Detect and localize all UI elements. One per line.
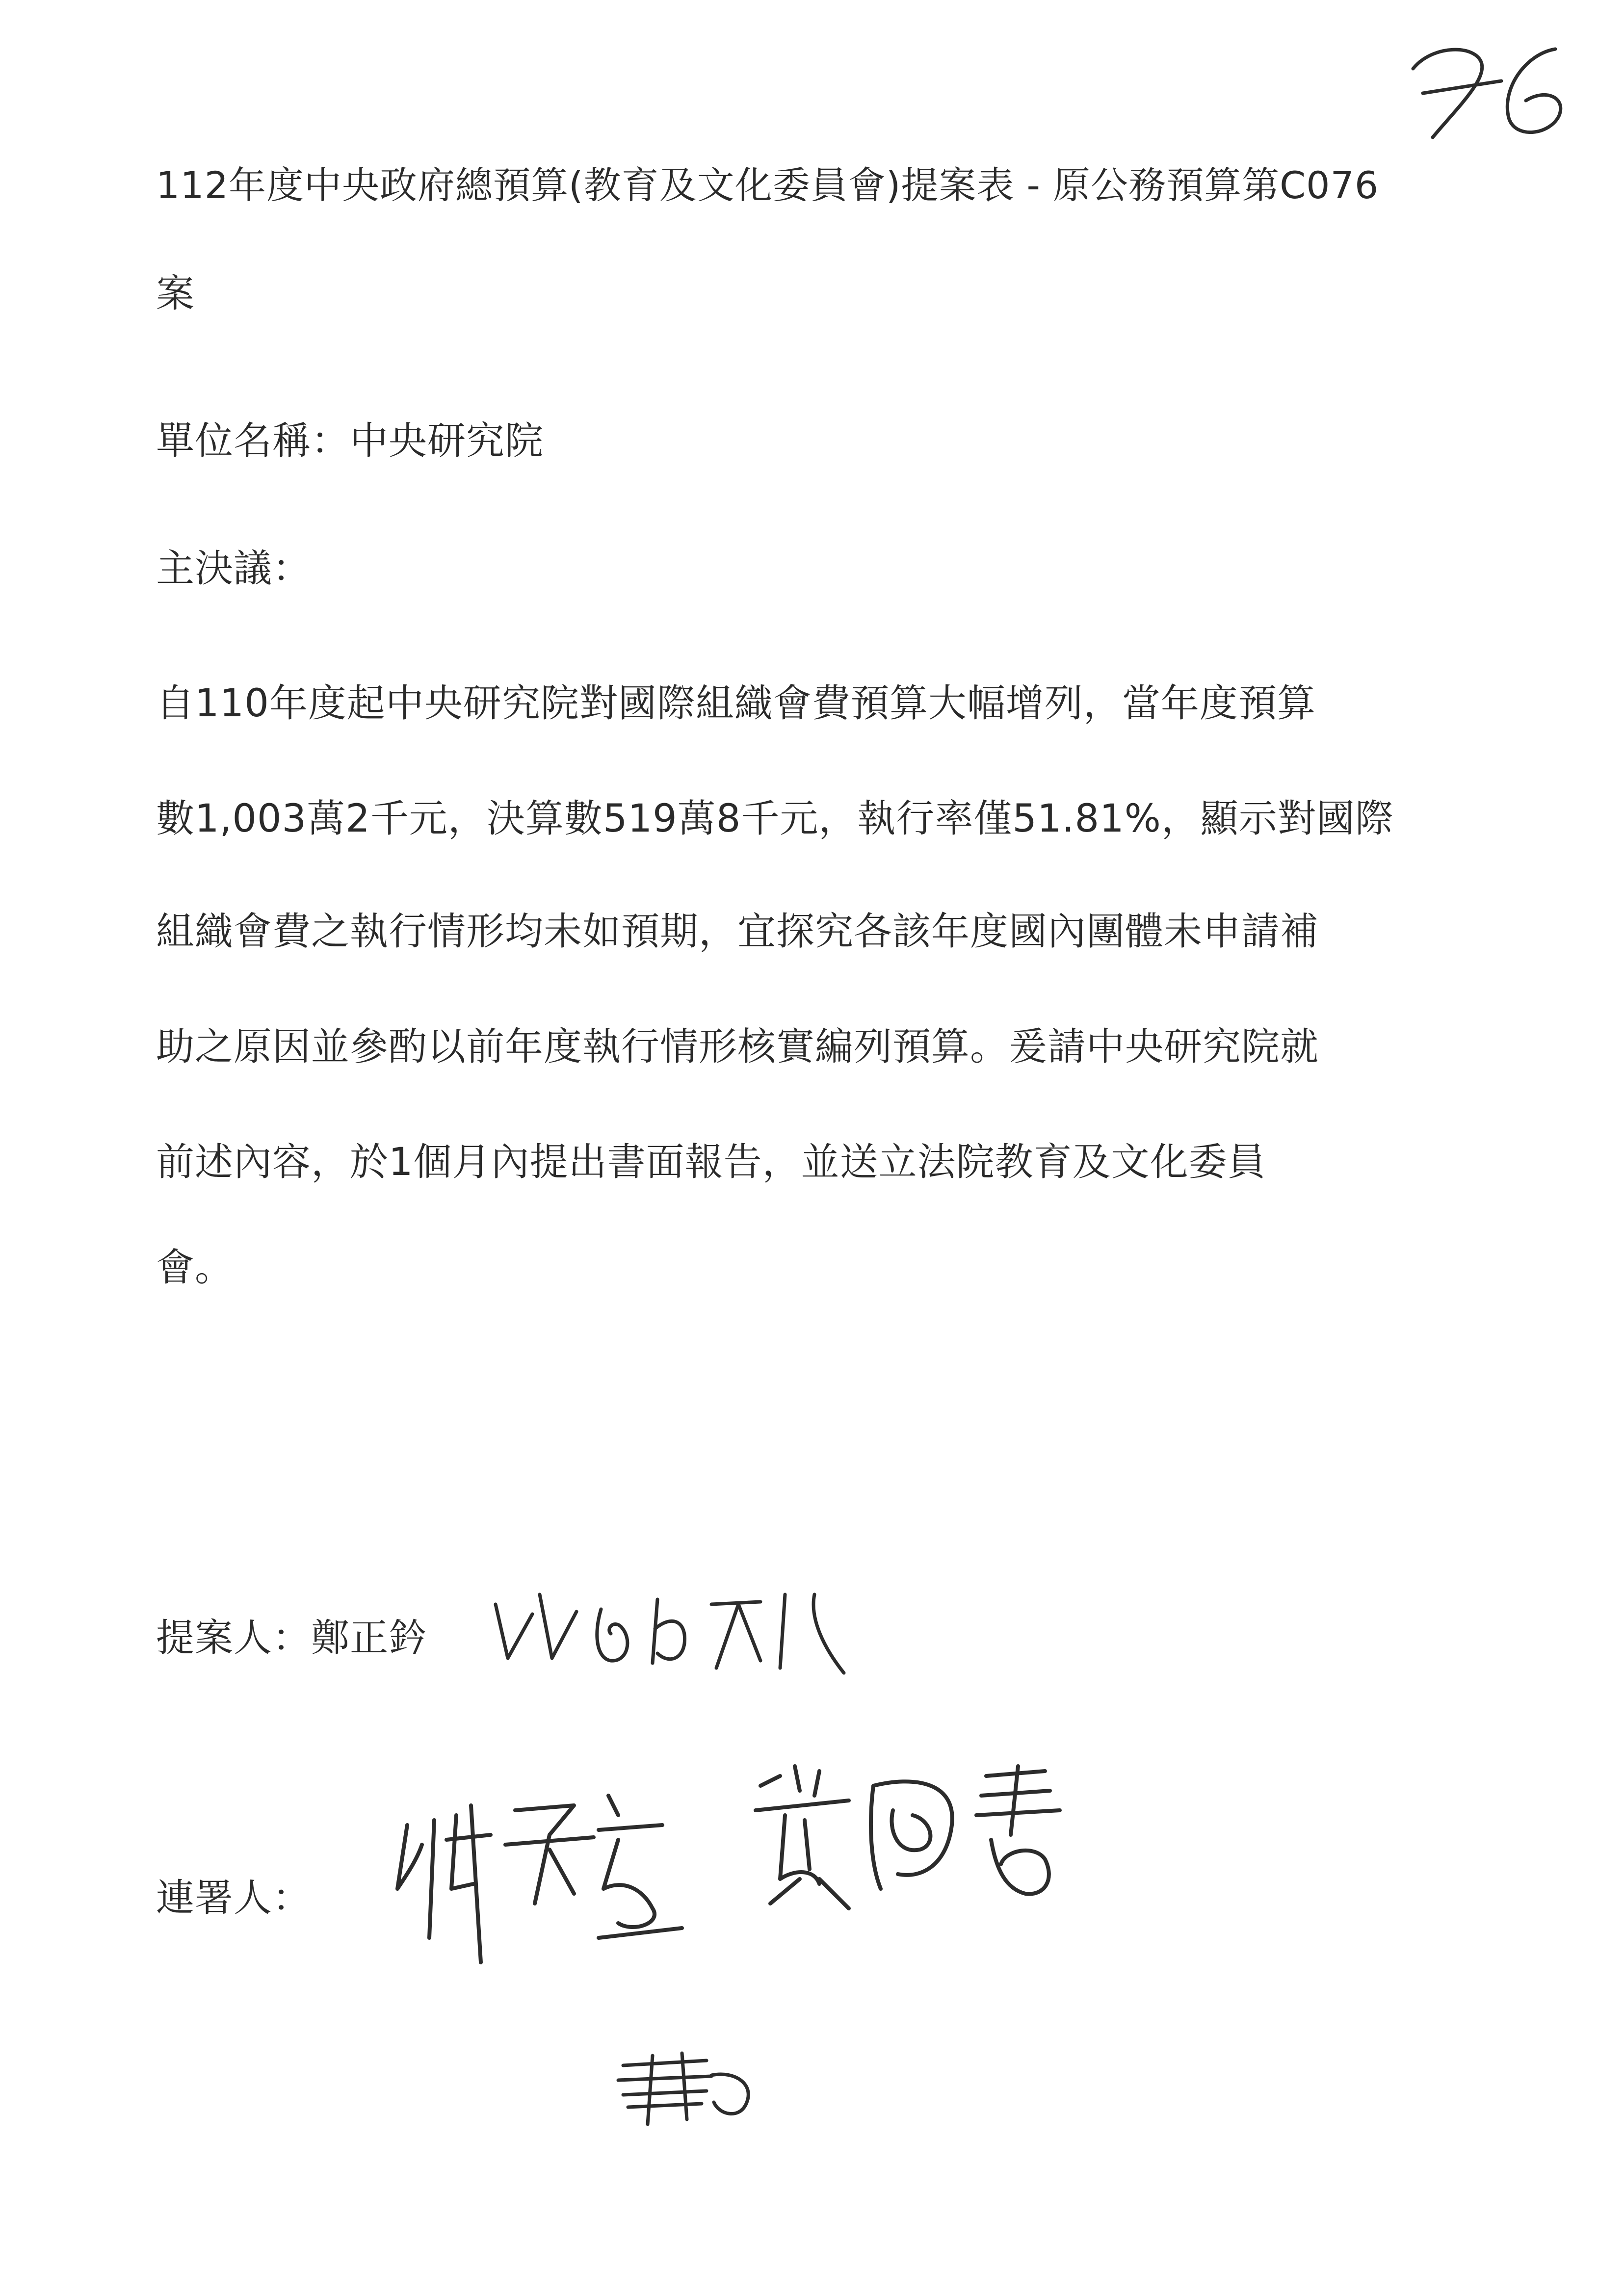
cosigner-signature	[388, 1761, 692, 1967]
resolution-text-line: 助之原因並參酌以前年度執行情形核實編列預算。爰請中央研究院就	[156, 1025, 1319, 1069]
resolution-text-line: 數1,003萬2千元，決算數519萬8千元，執行率僅51.81%，顯示對國際	[156, 797, 1394, 841]
proposer-label: 提案人：鄭正鈐	[156, 1616, 428, 1660]
cosigner-signature	[751, 1756, 1065, 1918]
cosigner-label: 連署人：	[156, 1876, 312, 1920]
resolution-text-line: 組織會費之執行情形均未如預期，宜探究各該年度國內團體未申請補	[156, 910, 1319, 954]
proposal-title-line-2: 案	[156, 272, 195, 316]
proposer-signature	[486, 1575, 859, 1697]
main-resolution-label: 主決議：	[156, 547, 312, 591]
unit-name: 單位名稱：中央研究院	[156, 419, 544, 463]
cosigner-signature	[613, 2046, 760, 2129]
resolution-text-line: 會。	[156, 1246, 234, 1290]
proposal-title-line-1: 112年度中央政府總預算(教育及文化委員會)提案表 - 原公務預算第C076	[156, 163, 1379, 207]
resolution-text-line: 自110年度起中央研究院對國際組織會費預算大幅增列，當年度預算	[156, 681, 1316, 726]
handwritten-page-number	[1403, 34, 1570, 147]
resolution-text-line: 前述內容，於1個月內提出書面報告，並送立法院教育及文化委員	[156, 1140, 1266, 1184]
